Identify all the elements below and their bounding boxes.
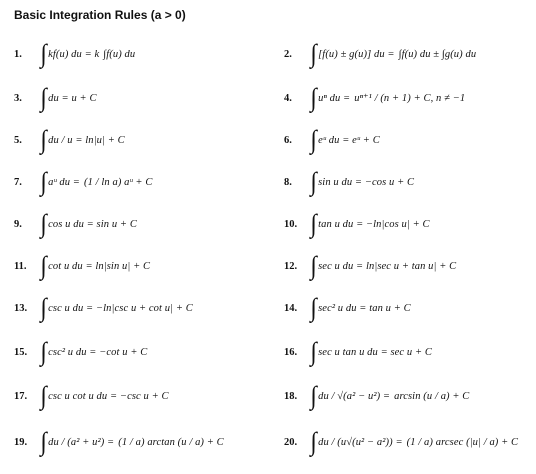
rule-integrand: csc u du = −ln|csc u + cot u| + C	[48, 302, 193, 314]
rule-number: 16.	[284, 346, 298, 358]
rule-integrand: cos u du = sin u + C	[48, 218, 137, 230]
rule-number: 2.	[284, 48, 292, 60]
rule-number: 4.	[284, 92, 292, 104]
rule-formula	[310, 295, 411, 321]
rule-formula	[310, 383, 469, 409]
rule-integrand: sin u du = −cos u + C	[318, 176, 415, 188]
rule-result: arcsin (u / a) + C	[394, 390, 470, 402]
integral-sign-icon: ∫	[40, 251, 47, 280]
integral-sign-icon: ∫	[310, 209, 317, 238]
rule-formula	[40, 127, 125, 153]
rule-integrand: sec u tan u du = sec u + C	[318, 346, 433, 358]
rule-number: 1.	[14, 48, 22, 60]
rule-formula	[40, 429, 224, 455]
integral-sign-icon: ∫	[40, 427, 47, 456]
rule-formula	[40, 169, 152, 195]
rule-number: 18.	[284, 390, 298, 402]
rule-19	[14, 428, 224, 456]
rule-number: 8.	[284, 176, 292, 188]
rule-20	[284, 428, 518, 456]
rule-number: 5.	[14, 134, 22, 146]
rule-11	[14, 252, 150, 280]
integral-sign-icon: ∫	[40, 293, 47, 322]
integral-sign-icon: ∫	[40, 39, 47, 68]
rule-formula	[310, 339, 432, 365]
rule-integrand: csc u cot u du = −csc u + C	[48, 390, 169, 402]
rule-integrand: eᵘ du = eᵘ + C	[318, 134, 380, 146]
integral-sign-icon: ∫	[40, 381, 47, 410]
rule-integrand: du / u = ln|u| + C	[48, 134, 125, 146]
integral-sign-icon: ∫	[310, 293, 317, 322]
rule-6	[284, 126, 380, 154]
rule-formula	[40, 85, 97, 111]
rule-number: 7.	[14, 176, 22, 188]
rule-formula	[310, 253, 456, 279]
rule-formula	[40, 41, 135, 67]
rule-result: (1 / a) arctan (u / a) + C	[118, 436, 224, 448]
page-title: Basic Integration Rules (a > 0)	[14, 8, 186, 22]
rule-number: 15.	[14, 346, 28, 358]
rule-integrand: kf(u) du = k	[48, 48, 100, 60]
rule-formula	[310, 127, 380, 153]
rule-7	[14, 168, 152, 196]
integral-sign-icon: ∫	[310, 337, 317, 366]
rule-formula	[40, 383, 169, 409]
rule-result: ∫f(u) du	[103, 48, 136, 60]
rule-integrand: du / (a² + u²) =	[48, 436, 115, 448]
rule-number: 20.	[284, 436, 298, 448]
rule-number: 17.	[14, 390, 28, 402]
rule-16	[284, 338, 432, 366]
rule-number: 19.	[14, 436, 28, 448]
rule-number: 10.	[284, 218, 298, 230]
rule-2	[284, 40, 476, 68]
rule-formula	[310, 169, 414, 195]
rule-number: 11.	[14, 260, 27, 272]
rule-integrand: du = u + C	[48, 92, 97, 104]
rule-integrand: cot u du = ln|sin u| + C	[48, 260, 151, 272]
integral-sign-icon: ∫	[40, 167, 47, 196]
integral-sign-icon: ∫	[40, 337, 47, 366]
rule-result: (1 / a) arcsec (|u| / a) + C	[406, 436, 519, 448]
rule-formula	[310, 429, 518, 455]
rule-integrand: [f(u) ± g(u)] du =	[318, 48, 395, 60]
rule-number: 14.	[284, 302, 298, 314]
rule-formula	[310, 41, 476, 67]
rule-8	[284, 168, 414, 196]
rule-integrand: aᵘ du =	[48, 176, 80, 188]
integral-sign-icon: ∫	[310, 381, 317, 410]
rule-1	[14, 40, 135, 68]
rule-formula	[310, 211, 430, 237]
integral-sign-icon: ∫	[310, 39, 317, 68]
rule-10	[284, 210, 430, 238]
rule-18	[284, 382, 469, 410]
rule-5	[14, 126, 125, 154]
rule-formula	[40, 339, 147, 365]
integral-sign-icon: ∫	[310, 125, 317, 154]
rule-result: uⁿ⁺¹ / (n + 1) + C, n ≠ −1	[354, 93, 466, 104]
rule-formula	[310, 85, 465, 111]
rule-integrand: tan u du = −ln|cos u| + C	[318, 218, 430, 230]
rule-9	[14, 210, 137, 238]
rule-number: 3.	[14, 92, 22, 104]
rule-17	[14, 382, 169, 410]
integral-sign-icon: ∫	[310, 167, 317, 196]
integral-sign-icon: ∫	[310, 427, 317, 456]
rule-number: 13.	[14, 302, 28, 314]
integral-sign-icon: ∫	[40, 125, 47, 154]
integral-sign-icon: ∫	[310, 83, 317, 112]
rule-integrand: du / (u√(u² − a²)) =	[318, 436, 403, 448]
rule-result: (1 / ln a) aᵘ + C	[84, 176, 153, 188]
integral-sign-icon: ∫	[40, 83, 47, 112]
rule-result: ∫f(u) du ± ∫g(u) du	[398, 48, 477, 60]
rule-formula	[40, 253, 150, 279]
rule-integrand: du / √(a² − u²) =	[318, 390, 391, 402]
rule-integrand: sec u du = ln|sec u + tan u| + C	[318, 260, 457, 272]
rule-14	[284, 294, 411, 322]
rule-formula	[40, 211, 137, 237]
rule-integrand: sec² u du = tan u + C	[318, 302, 411, 314]
rule-3	[14, 84, 97, 112]
rule-number: 12.	[284, 260, 298, 272]
rule-integrand: csc² u du = −cot u + C	[48, 346, 148, 358]
rule-number: 6.	[284, 134, 292, 146]
rule-formula	[40, 295, 193, 321]
rule-integrand: uⁿ du =	[318, 92, 351, 104]
rule-12	[284, 252, 456, 280]
rule-13	[14, 294, 193, 322]
rule-4	[284, 84, 465, 112]
rule-number: 9.	[14, 218, 22, 230]
integral-sign-icon: ∫	[40, 209, 47, 238]
integral-sign-icon: ∫	[310, 251, 317, 280]
rule-15	[14, 338, 147, 366]
